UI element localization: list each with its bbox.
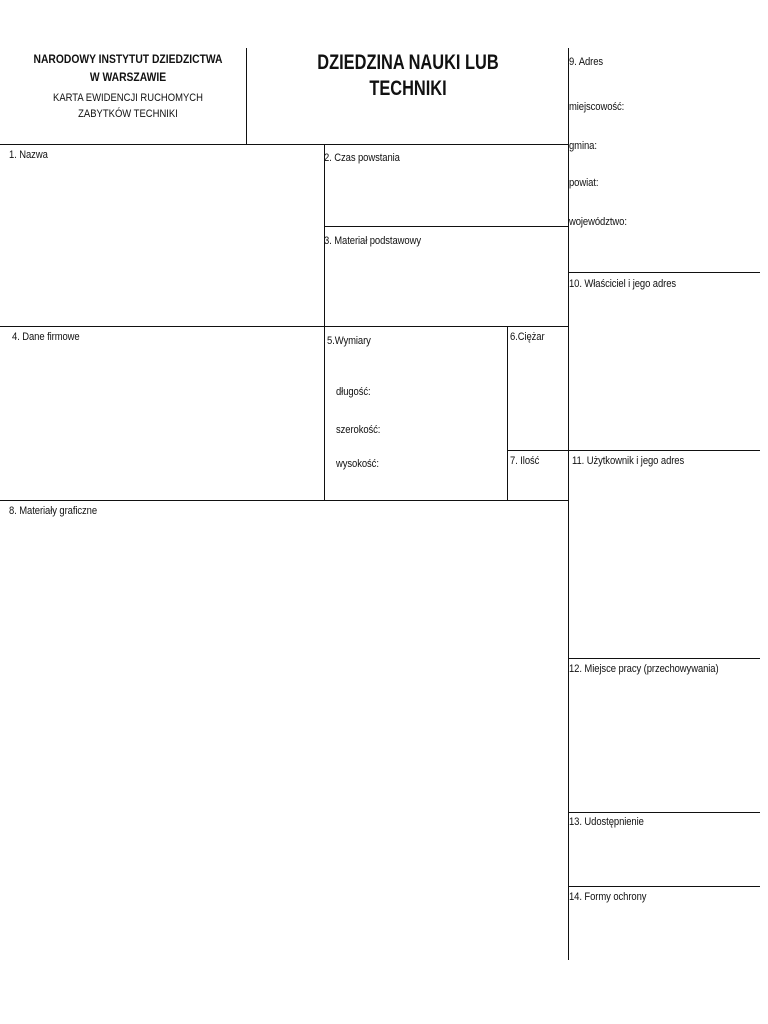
line-below-owner bbox=[568, 450, 760, 451]
field-quantity-label: 7. Ilość bbox=[510, 455, 540, 467]
header-bottom-line bbox=[0, 144, 568, 145]
middle-column-divider bbox=[324, 144, 325, 500]
field-weight-label: 6.Ciężar bbox=[510, 331, 545, 343]
line-below-weight bbox=[507, 450, 568, 451]
institute-name-line2: W WARSZAWIE bbox=[89, 70, 167, 84]
line-below-user bbox=[568, 658, 760, 659]
field-user-label: 11. Użytkownik i jego adres bbox=[572, 455, 685, 467]
document-title: DZIEDZINA NAUKI LUB TECHNIKI bbox=[317, 51, 499, 100]
field-workplace-label: 12. Miejsce pracy (przechowywania) bbox=[569, 663, 719, 675]
dimension-width-label: szerokość: bbox=[336, 424, 381, 436]
dimension-length-label: długość: bbox=[336, 386, 371, 398]
line-below-workplace bbox=[568, 812, 760, 813]
address-locality-label: miejscowość: bbox=[569, 101, 625, 113]
card-type-line2: ZABYTKÓW TECHNIKI bbox=[78, 108, 178, 120]
field-dimensions-label: 5.Wymiary bbox=[327, 335, 371, 347]
institute-name-line1: NARODOWY INSTYTUT DZIEDZICTWA bbox=[33, 52, 223, 66]
line-below-access bbox=[568, 886, 760, 887]
field-protection-label: 14. Formy ochrony bbox=[569, 891, 647, 903]
field-creation-time-label: 2. Czas powstania bbox=[324, 152, 400, 164]
field-base-material-label: 3. Materiał podstawowy bbox=[324, 235, 421, 247]
line-below-name bbox=[0, 326, 568, 327]
line-below-time bbox=[324, 226, 568, 227]
field-address-label: 9. Adres bbox=[569, 56, 604, 68]
address-commune-label: gmina: bbox=[569, 140, 597, 152]
field-owner-label: 10. Właściciel i jego adres bbox=[569, 278, 677, 290]
line-below-address bbox=[568, 272, 760, 273]
dimension-height-label: wysokość: bbox=[336, 458, 379, 470]
field-name-label: 1. Nazwa bbox=[9, 149, 48, 161]
address-voivodeship-label: województwo: bbox=[569, 216, 627, 228]
field-access-label: 13. Udostępnienie bbox=[569, 816, 644, 828]
address-district-label: powiat: bbox=[569, 177, 599, 189]
header-divider bbox=[246, 48, 247, 144]
weight-column-divider bbox=[507, 326, 508, 500]
line-below-dimensions bbox=[0, 500, 568, 501]
field-company-data-label: 4. Dane firmowe bbox=[12, 331, 80, 343]
field-graphic-materials-label: 8. Materiały graficzne bbox=[9, 505, 98, 517]
card-type-line1: KARTA EWIDENCJI RUCHOMYCH bbox=[53, 92, 203, 104]
